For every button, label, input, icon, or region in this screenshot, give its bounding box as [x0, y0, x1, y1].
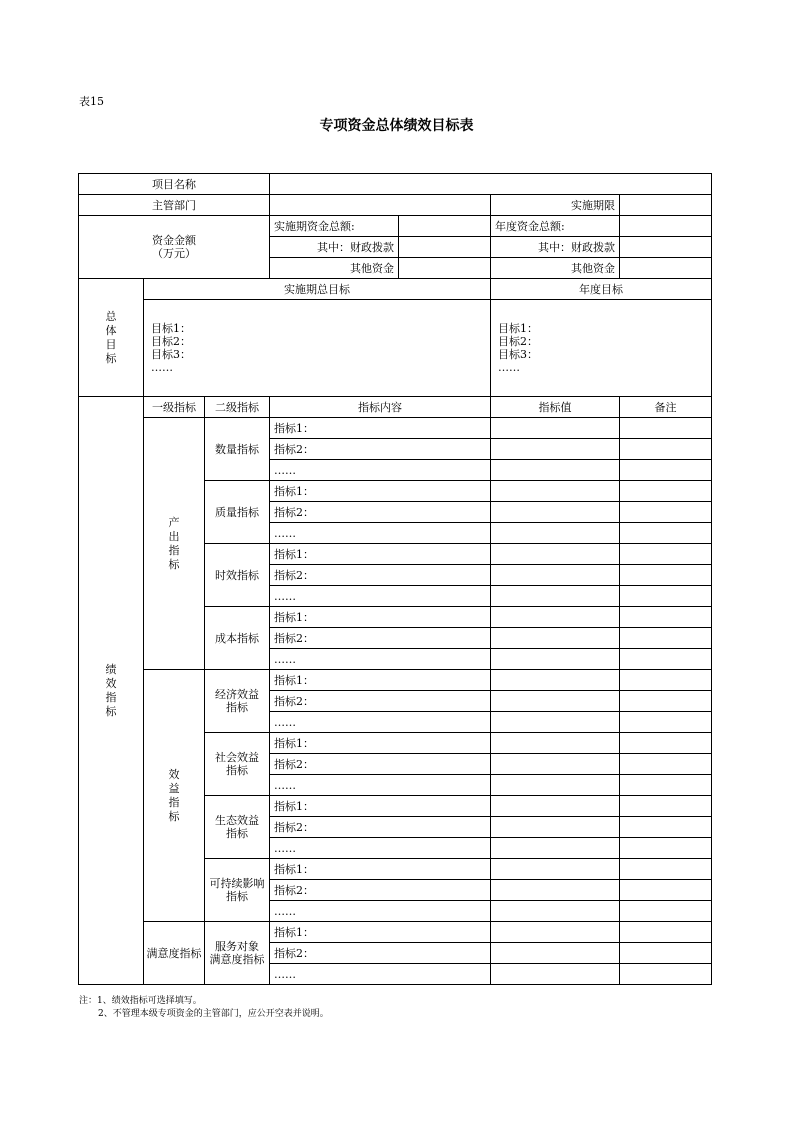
indicator-remark-cell[interactable]: [620, 838, 712, 859]
indicator-value-cell[interactable]: [491, 481, 620, 502]
indicator-remark-cell[interactable]: [620, 670, 712, 691]
indicator-content-cell[interactable]: ……: [270, 838, 491, 859]
indicator-value-cell[interactable]: [491, 502, 620, 523]
funds-label-line2: （万元）: [152, 247, 196, 260]
level2-economic: [205, 670, 270, 733]
indicator-value-cell[interactable]: [491, 586, 620, 607]
level2-social: [205, 733, 270, 796]
indicator-value-cell[interactable]: [491, 565, 620, 586]
page-title: 专项资金总体绩效目标表: [319, 118, 474, 134]
indicator-remark-cell[interactable]: [620, 796, 712, 817]
period-goal-line: 目标1：: [151, 322, 191, 335]
period-goal-line: 目标2：: [151, 335, 191, 348]
indicator-remark-cell[interactable]: [620, 586, 712, 607]
year-goal-line: 目标1：: [498, 322, 538, 335]
period-goal-line: ……: [151, 361, 173, 374]
level1-output-text: 产出指标: [168, 515, 180, 571]
project-name-field[interactable]: [270, 174, 712, 195]
indicator-content-cell[interactable]: 指标1：: [270, 607, 491, 628]
indicator-content-cell[interactable]: 指标2：: [270, 880, 491, 901]
year-total-label: 年度资金总额:: [491, 216, 620, 237]
indicator-content-cell[interactable]: 指标1：: [270, 544, 491, 565]
year-goal-field[interactable]: [491, 300, 712, 397]
col-level1: 一级指标: [144, 397, 205, 418]
indicator-value-cell[interactable]: [491, 607, 620, 628]
year-goal-line: 目标3：: [498, 348, 538, 361]
indicator-content-cell[interactable]: ……: [270, 775, 491, 796]
indicator-content-cell[interactable]: 指标2：: [270, 943, 491, 964]
period-other-field[interactable]: [399, 258, 491, 279]
period-fiscal-label: 其中：财政拨款: [270, 237, 399, 258]
period-label: 实施期限: [491, 195, 620, 216]
indicator-content-cell[interactable]: 指标1：: [270, 859, 491, 880]
project-name-label: 项目名称: [79, 174, 270, 195]
funds-label: [79, 216, 270, 279]
indicator-content-cell[interactable]: ……: [270, 712, 491, 733]
period-fiscal-field[interactable]: [399, 237, 491, 258]
level1-benefit-text: 效益指标: [168, 767, 180, 823]
indicator-content-cell[interactable]: 指标2：: [270, 817, 491, 838]
indicator-remark-cell[interactable]: [620, 922, 712, 943]
indicator-remark-cell[interactable]: [620, 901, 712, 922]
year-other-label: 其他资金: [491, 258, 620, 279]
year-fiscal-field[interactable]: [620, 237, 712, 258]
level2-ecological-line1: 生态效益: [215, 814, 259, 827]
indicator-value-cell[interactable]: [491, 754, 620, 775]
indicator-content-cell[interactable]: 指标2：: [270, 628, 491, 649]
indicator-value-cell[interactable]: [491, 796, 620, 817]
indicator-remark-cell[interactable]: [620, 733, 712, 754]
indicator-value-cell[interactable]: [491, 670, 620, 691]
indicator-remark-cell[interactable]: [620, 964, 712, 985]
level2-economic-line2: 指标: [226, 701, 248, 714]
indicator-value-cell[interactable]: [491, 817, 620, 838]
indicator-value-cell[interactable]: [491, 859, 620, 880]
footnote-2: 2、不管理本级专项资金的主管部门，应公开空表并说明。: [98, 1009, 329, 1019]
indicator-value-cell[interactable]: [491, 964, 620, 985]
indicator-value-cell[interactable]: [491, 922, 620, 943]
year-goal-header: 年度目标: [491, 279, 712, 300]
goals-section-label: [79, 279, 144, 397]
indicator-content-cell[interactable]: 指标2：: [270, 502, 491, 523]
col-remark: 备注: [620, 397, 712, 418]
level2-quantity: 数量指标: [205, 418, 270, 481]
level2-timeliness: 时效指标: [205, 544, 270, 607]
indicator-content-cell[interactable]: 指标2：: [270, 565, 491, 586]
indicator-value-cell[interactable]: [491, 649, 620, 670]
period-total-field[interactable]: [399, 216, 491, 237]
indicator-remark-cell[interactable]: [620, 649, 712, 670]
level1-output: [144, 418, 205, 670]
indicator-content-cell[interactable]: ……: [270, 901, 491, 922]
level2-sustainable-line2: 指标: [226, 890, 248, 903]
indicator-content-cell[interactable]: 指标1：: [270, 418, 491, 439]
level2-quality: 质量指标: [205, 481, 270, 544]
indicator-remark-cell[interactable]: [620, 691, 712, 712]
indicator-remark-cell[interactable]: [620, 628, 712, 649]
indicator-value-cell[interactable]: [491, 838, 620, 859]
level2-cost: 成本指标: [205, 607, 270, 670]
indicator-content-cell[interactable]: 指标2：: [270, 439, 491, 460]
level2-sustainable-line1: 可持续影响: [209, 877, 265, 890]
indicator-remark-cell[interactable]: [620, 859, 712, 880]
indicator-content-cell[interactable]: ……: [270, 649, 491, 670]
dept-label: 主管部门: [79, 195, 270, 216]
level2-service: [205, 922, 270, 985]
period-goal-line: 目标3：: [151, 348, 191, 361]
indicator-value-cell[interactable]: [491, 775, 620, 796]
indicator-value-cell[interactable]: [491, 439, 620, 460]
indicator-value-cell[interactable]: [491, 523, 620, 544]
year-fiscal-label: 其中：财政拨款: [491, 237, 620, 258]
level2-sustainable: [205, 859, 270, 922]
indicator-content-cell[interactable]: ……: [270, 523, 491, 544]
indicator-value-cell[interactable]: [491, 880, 620, 901]
level2-social-line2: 指标: [226, 764, 248, 777]
indicator-remark-cell[interactable]: [620, 439, 712, 460]
indicator-content-cell[interactable]: 指标1：: [270, 481, 491, 502]
indicator-value-cell[interactable]: [491, 712, 620, 733]
indicator-value-cell[interactable]: [491, 460, 620, 481]
period-field[interactable]: [620, 195, 712, 216]
indicator-remark-cell[interactable]: [620, 460, 712, 481]
indicator-content-cell[interactable]: 指标2：: [270, 754, 491, 775]
indicator-content-cell[interactable]: 指标1：: [270, 796, 491, 817]
col-value: 指标值: [491, 397, 620, 418]
indicator-remark-cell[interactable]: [620, 880, 712, 901]
indicator-value-cell[interactable]: [491, 628, 620, 649]
footnote-1: 注：1、绩效指标可选择填写。: [79, 996, 202, 1006]
level2-ecological: [205, 796, 270, 859]
indicator-remark-cell[interactable]: [620, 943, 712, 964]
indicator-remark-cell[interactable]: [620, 607, 712, 628]
indicator-remark-cell[interactable]: [620, 544, 712, 565]
indicator-value-cell[interactable]: [491, 901, 620, 922]
footnotes: [79, 995, 329, 1021]
dept-field[interactable]: [270, 195, 491, 216]
performance-target-table: [78, 173, 712, 985]
indicator-remark-cell[interactable]: [620, 523, 712, 544]
level2-service-line2: 满意度指标: [209, 953, 265, 966]
year-total-field[interactable]: [620, 216, 712, 237]
year-other-field[interactable]: [620, 258, 712, 279]
indicator-content-cell[interactable]: 指标1：: [270, 670, 491, 691]
period-total-label: 实施期资金总额:: [270, 216, 399, 237]
funds-label-line1: 资金金额: [152, 234, 196, 247]
level1-satisfaction: 满意度指标: [144, 922, 205, 985]
indicator-value-cell[interactable]: [491, 418, 620, 439]
period-goal-field[interactable]: [144, 300, 491, 397]
period-other-label: 其他资金: [270, 258, 399, 279]
level1-benefit: [144, 670, 205, 922]
year-goal-line: 目标2：: [498, 335, 538, 348]
indicator-remark-cell[interactable]: [620, 817, 712, 838]
indicator-value-cell[interactable]: [491, 691, 620, 712]
goals-section-text: 总体目标: [105, 309, 117, 365]
table-number: 表15: [79, 95, 104, 108]
indicator-remark-cell[interactable]: [620, 418, 712, 439]
indicator-content-cell[interactable]: ……: [270, 964, 491, 985]
indicator-value-cell[interactable]: [491, 733, 620, 754]
year-goal-line: ……: [498, 361, 520, 374]
indicator-remark-cell[interactable]: [620, 754, 712, 775]
indicator-remark-cell[interactable]: [620, 502, 712, 523]
indicator-content-cell[interactable]: ……: [270, 460, 491, 481]
indicator-content-cell[interactable]: 指标1：: [270, 733, 491, 754]
indicator-content-cell[interactable]: ……: [270, 586, 491, 607]
indicator-remark-cell[interactable]: [620, 481, 712, 502]
level2-ecological-line2: 指标: [226, 827, 248, 840]
indicators-section-text: 绩效指标: [105, 662, 117, 718]
indicator-value-cell[interactable]: [491, 943, 620, 964]
level2-social-line1: 社会效益: [215, 751, 259, 764]
indicator-content-cell[interactable]: 指标2：: [270, 691, 491, 712]
indicator-content-cell[interactable]: 指标1：: [270, 922, 491, 943]
indicator-remark-cell[interactable]: [620, 775, 712, 796]
level2-economic-line1: 经济效益: [215, 688, 259, 701]
col-content: 指标内容: [270, 397, 491, 418]
col-level2: 二级指标: [205, 397, 270, 418]
level2-service-line1: 服务对象: [215, 940, 259, 953]
period-goal-header: 实施期总目标: [144, 279, 491, 300]
indicator-remark-cell[interactable]: [620, 712, 712, 733]
indicator-remark-cell[interactable]: [620, 565, 712, 586]
indicator-value-cell[interactable]: [491, 544, 620, 565]
indicators-section-label: [79, 397, 144, 985]
